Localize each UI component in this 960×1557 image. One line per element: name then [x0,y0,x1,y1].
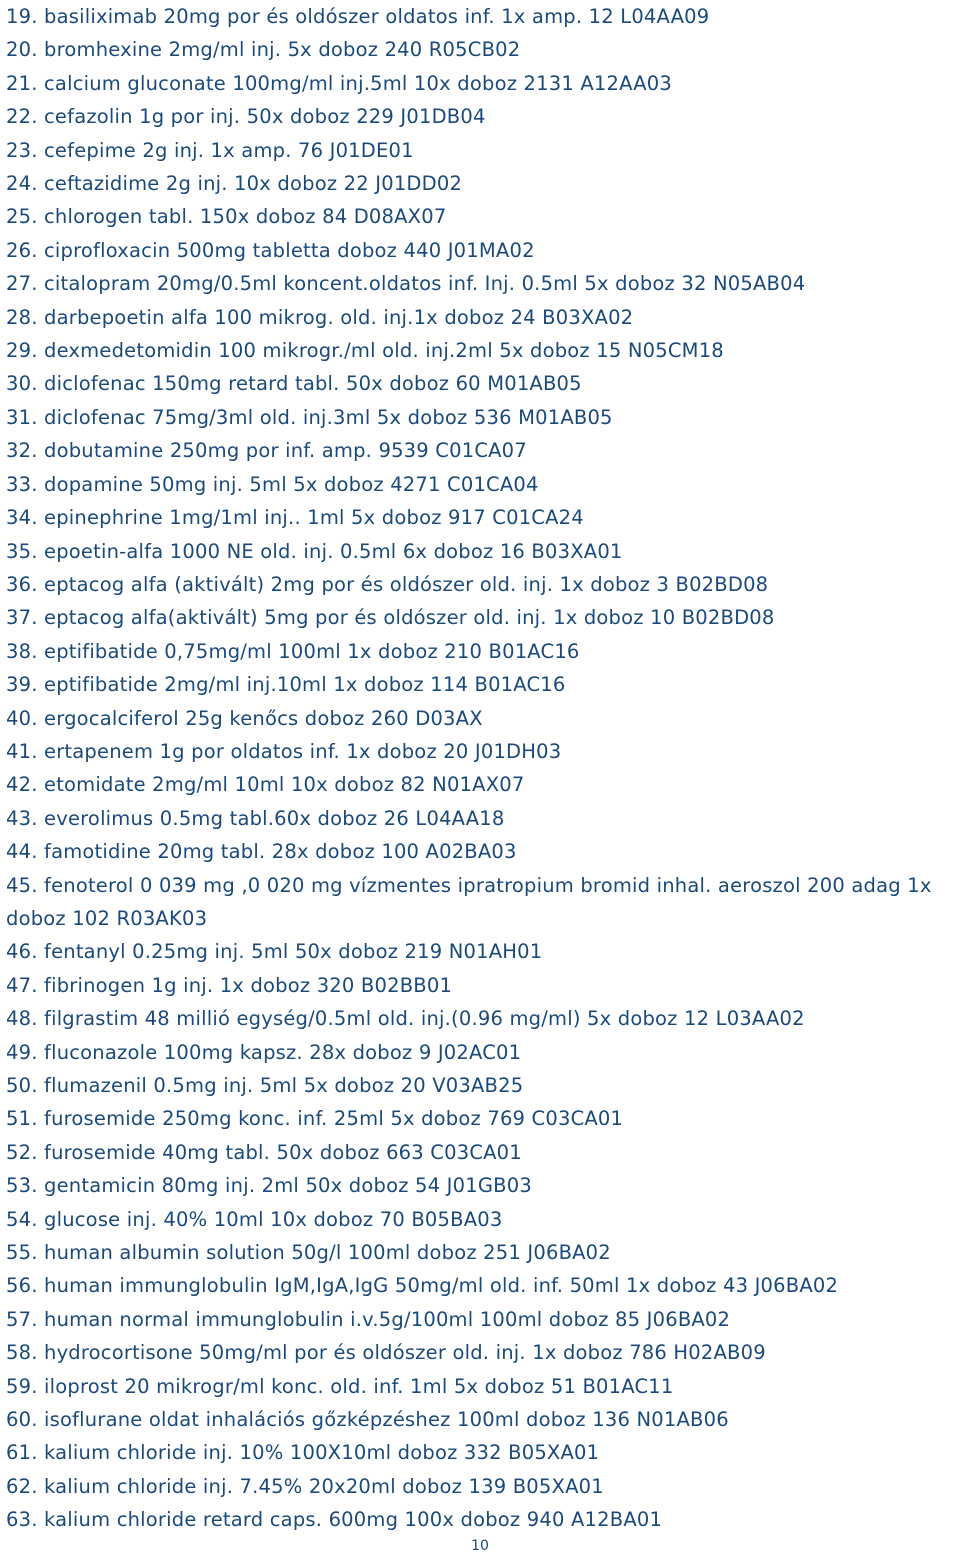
list-item: 32. dobutamine 250mg por inf. amp. 9539 C01CA07 [6,439,527,463]
list-item: 57. human normal immunglobulin i.v.5g/100ml 100ml doboz 85 J06BA02 [6,1307,731,1331]
list-item: 36. eptacog alfa (aktivált) 2mg por és oldószer old. inj. 1x doboz 3 B02BD08 [6,572,769,596]
list-item: 42. etomidate 2mg/ml 10ml 10x doboz 82 N01AX07 [6,773,525,797]
list-item: 34. epinephrine 1mg/1ml inj.. 1ml 5x doboz 917 C01CA24 [6,506,584,530]
drug-list [6,0,956,1537]
list-item: 51. furosemide 250mg konc. inf. 25ml 5x doboz 769 C03CA01 [6,1107,624,1131]
list-item: 20. bromhexine 2mg/ml inj. 5x doboz 240 R05CB02 [6,38,521,62]
list-item: 19. basiliximab 20mg por és oldószer oldatos inf. 1x amp. 12 L04AA09 [6,5,710,28]
list-item: 52. furosemide 40mg tabl. 50x doboz 663 C03CA01 [6,1140,522,1164]
list-item: 39. eptifibatide 2mg/ml inj.10ml 1x doboz 114 B01AC16 [6,673,566,697]
list-item: 35. epoetin-alfa 1000 NE old. inj. 0.5ml 6x doboz 16 B03XA01 [6,539,623,563]
list-item: 30. diclofenac 150mg retard tabl. 50x doboz 60 M01AB05 [6,372,582,396]
list-item: 40. ergocalciferol 25g kenőcs doboz 260 D03AX [6,706,483,730]
list-item: 60. isoflurane oldat inhalációs gőzképzéshez 100ml doboz 136 N01AB06 [6,1408,729,1432]
list-item: 61. kalium chloride inj. 10% 100X10ml doboz 332 B05XA01 [6,1441,600,1465]
list-item: 47. fibrinogen 1g inj. 1x doboz 320 B02BB01 [6,973,453,997]
list-item: 44. famotidine 20mg tabl. 28x doboz 100 A02BA03 [6,840,517,864]
page-number: 10 [471,1538,489,1554]
list-item: 28. darbepoetin alfa 100 mikrog. old. inj.1x doboz 24 B03XA02 [6,305,634,329]
list-item: 31. diclofenac 75mg/3ml old. inj.3ml 5x doboz 536 M01AB05 [6,405,613,429]
list-item: 41. ertapenem 1g por oldatos inf. 1x doboz 20 J01DH03 [6,739,562,763]
list-item: 23. cefepime 2g inj. 1x amp. 76 J01DE01 [6,138,414,162]
list-item: 49. fluconazole 100mg kapsz. 28x doboz 9 J02AC01 [6,1040,522,1064]
list-item: 24. ceftazidime 2g inj. 10x doboz 22 J01DD02 [6,172,463,196]
list-item: 50. flumazenil 0.5mg inj. 5ml 5x doboz 20 V03AB25 [6,1074,524,1097]
list-item: 43. everolimus 0.5mg tabl.60x doboz 26 L04AA18 [6,806,505,830]
list-item: 56. human immunglobulin IgM,IgA,IgG 50mg/ml old. inf. 50ml 1x doboz 43 J06BA02 [6,1274,839,1298]
list-item: 22. cefazolin 1g por inj. 50x doboz 229 J01DB04 [6,105,486,129]
list-item: 62. kalium chloride inj. 7.45% 20x20ml doboz 139 B05XA01 [6,1474,604,1498]
list-item: 37. eptacog alfa(aktivált) 5mg por és oldószer old. inj. 1x doboz 10 B02BD08 [6,606,775,630]
list-item: 46. fentanyl 0.25mg inj. 5ml 50x doboz 219 N01AH01 [6,940,543,964]
list-item: 38. eptifibatide 0,75mg/ml 100ml 1x doboz 210 B01AC16 [6,639,580,663]
list-item: 63. kalium chloride retard caps. 600mg 100x doboz 940 A12BA01 [6,1508,663,1532]
list-item: 21. calcium gluconate 100mg/ml inj.5ml 10x doboz 2131 A12AA03 [6,71,672,95]
list-item: 53. gentamicin 80mg inj. 2ml 50x doboz 54 J01GB03 [6,1174,532,1198]
list-item: 27. citalopram 20mg/0.5ml koncent.oldatos inf. Inj. 0.5ml 5x doboz 32 N05AB04 [6,272,806,296]
list-item: 29. dexmedetomidin 100 mikrogr./ml old. inj.2ml 5x doboz 15 N05CM18 [6,339,724,363]
list-item: 25. chlorogen tabl. 150x doboz 84 D08AX07 [6,205,447,229]
list-item: 26. ciprofloxacin 500mg tabletta doboz 440 J01MA02 [6,238,535,262]
list-item: 33. dopamine 50mg inj. 5ml 5x doboz 4271 C01CA04 [6,472,539,496]
list-item: 48. filgrastim 48 millió egység/0.5ml old. inj.(0.96 mg/ml) 5x doboz 12 L03AA02 [6,1007,805,1031]
list-item: 58. hydrocortisone 50mg/ml por és oldószer old. inj. 1x doboz 786 H02AB09 [6,1341,766,1365]
list-item: 45. fenoterol 0 039 mg ,0 020 mg vízmentes ipratropium bromid inhal. aeroszol 200 adag 1x doboz 102 R03AK03 [6,873,932,930]
list-item: 54. glucose inj. 40% 10ml 10x doboz 70 B05BA03 [6,1207,503,1231]
list-item: 55. human albumin solution 50g/l 100ml doboz 251 J06BA02 [6,1241,611,1265]
list-item: 59. iloprost 20 mikrogr/ml konc. old. inf. 1ml 5x doboz 51 B01AC11 [6,1374,674,1398]
